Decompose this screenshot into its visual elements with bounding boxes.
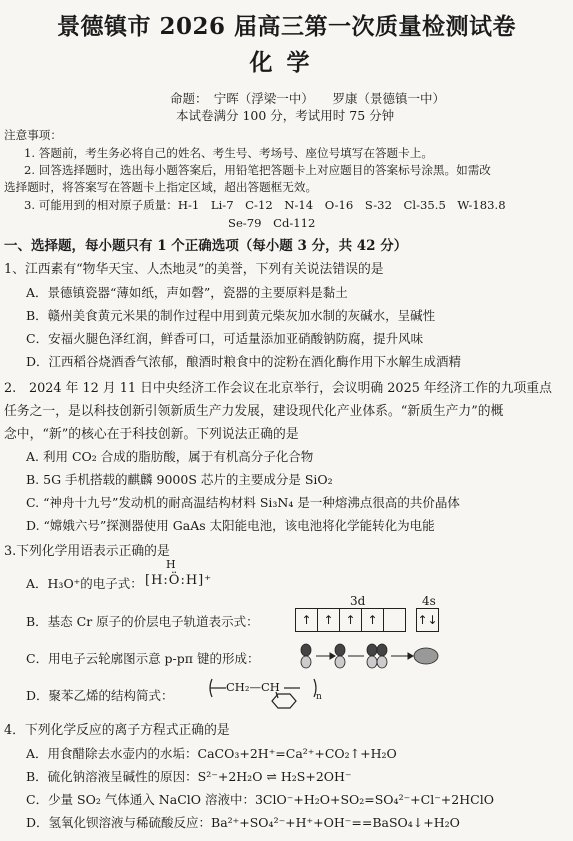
q3-stem: 3.下列化学用语表示正确的是 (4, 544, 170, 559)
q2-option-d: D. “嫦娥六号”探测器使用 GaAs 太阳能电池，该电池将化学能转化为电能 (26, 518, 435, 533)
q1-option-a: A．景德镇瓷器“薄如纸，声如磬”，瓷器的主要原料是黏土 (26, 285, 348, 300)
q3-d-formula: CH₂—CH (226, 680, 280, 694)
orbital-cell: ↑ (296, 609, 318, 631)
q1-option-c: C．安福火腿色泽红润，鲜香可口，可适量添加亚硝酸钠防腐，提升风味 (26, 331, 424, 346)
q3-option-b: B．基态 Cr 原子的价层电子轨道表示式： (26, 614, 259, 629)
exam-title: 景德镇市 2026 届高三第一次质量检测试卷 (56, 13, 517, 40)
notice-item-3-line-2: Se-79 Cd-112 (228, 216, 316, 230)
q1-option-b: B．赣州美食黄元米果的制作过程中用到黄元柴灰加水制的灰碱水，呈碱性 (26, 308, 436, 323)
q4-option-a: A．用食醋除去水壶内的水垢：CaCO₃+2H⁺=Ca²⁺+CO₂↑+H₂O (26, 746, 397, 761)
q3-option-c: C．用电子云轮廓图示意 p-pπ 键的形成： (26, 651, 260, 666)
q3-b-label-4s: 4s (422, 594, 436, 608)
q3-option-d: D．聚苯乙烯的结构简式： (26, 688, 174, 703)
orbital-cell: ↑ (318, 609, 340, 631)
q3-d-subscript-n: n (316, 692, 322, 702)
authors-line: 命题： 宁晖（浮梁一中） 罗康（景德镇一中） (170, 91, 446, 106)
q3-option-a: A．H₃O⁺的电子式： (26, 576, 143, 591)
orbital-cell (384, 609, 405, 631)
q2-stem-line-2: 任务之一，是以科技创新引领新质生产力发展，建设现代化产业体系。“新质生产力”的概 (4, 404, 504, 419)
orbital-cell: ↑ (340, 609, 362, 631)
q2-stem-line-3: 念中，“新”的核心在于科技创新。下列说法正确的是 (4, 427, 299, 442)
q4-option-c: C．少量 SO₂ 气体通入 NaClO 溶液中：3ClO⁻+H₂O+SO₂=SO₄²⁻+Cl⁻+2HClO (26, 792, 494, 807)
q2-stem-line-1: 2. 2024 年 12 月 11 日中央经济工作会议在北京举行，会议明确 2025 年经济工作的九项重点 (4, 381, 552, 396)
notice-item-3-line-1: 3. 可能用到的相对原子质量：H-1 Li-7 C-12 N-14 O-16 S-32 Cl-35.5 W-183.8 (24, 198, 506, 212)
q1-stem: 1、江西素有“物华天宝、人杰地灵”的美誉，下列有关说法错误的是 (4, 262, 384, 277)
q2-option-c: C. “神舟十九号”发动机的耐高温结构材料 Si₃N₄ 是一种熔沸点很高的共价晶体 (26, 495, 460, 510)
section-1-heading: 一、选择题，每小题只有 1 个正确选项（每小题 3 分，共 42 分） (4, 238, 408, 254)
q3-b-label-3d: 3d (350, 594, 366, 608)
q3-b-4s-orbital (416, 608, 439, 632)
notice-heading: 注意事项： (4, 128, 62, 142)
orbital-cell: ↑ (362, 609, 384, 631)
subject-title: 化学 (249, 49, 324, 76)
p-p-pi-bond-diagram (298, 643, 448, 669)
q2-option-a: A. 利用 CO₂ 合成的脂肪酸，属于有机高分子化合物 (26, 449, 314, 464)
exam-info-line: 本试卷满分 100 分，考试用时 75 分钟 (176, 108, 395, 123)
q1-option-d: D．江西稻谷烧酒香气浓郁，酿酒时粮食中的淀粉在酒化酶作用下水解生成酒精 (26, 354, 462, 369)
notice-item-2-line-2: 选择题时，将答案写在答题卡上指定区域，超出答题框无效。 (4, 180, 318, 194)
q4-stem: 4．下列化学反应的离子方程式正确的是 (4, 723, 230, 738)
orbital-cell: ↑↓ (417, 613, 438, 627)
notice-item-2-line-1: 2. 回答选择题时，选出每小题答案后，用铅笔把答题卡上对应题目的答案标号涂黑。如需改 (24, 163, 491, 177)
q3-a-electron-formula: [H:Ö:H]⁺ (145, 573, 213, 588)
q2-option-b: B. 5G 手机搭载的麒麟 9000S 芯片的主要成分是 SiO₂ (26, 472, 333, 487)
q3-b-3d-orbitals (295, 608, 406, 632)
q3-a-top-h: H (166, 558, 176, 571)
q4-option-d: D．氢氧化钡溶液与稀硫酸反应：Ba²⁺+SO₄²⁻+H⁺+OH⁻==BaSO₄↓+H₂O (26, 815, 460, 830)
q4-option-b: B．硫化钠溶液呈碱性的原因：S²⁻+2H₂O ⇌ H₂S+2OH⁻ (26, 769, 352, 784)
notice-item-1: 1. 答题前，考生务必将自己的姓名、考生号、考场号、座位号填写在答题卡上。 (24, 146, 433, 160)
